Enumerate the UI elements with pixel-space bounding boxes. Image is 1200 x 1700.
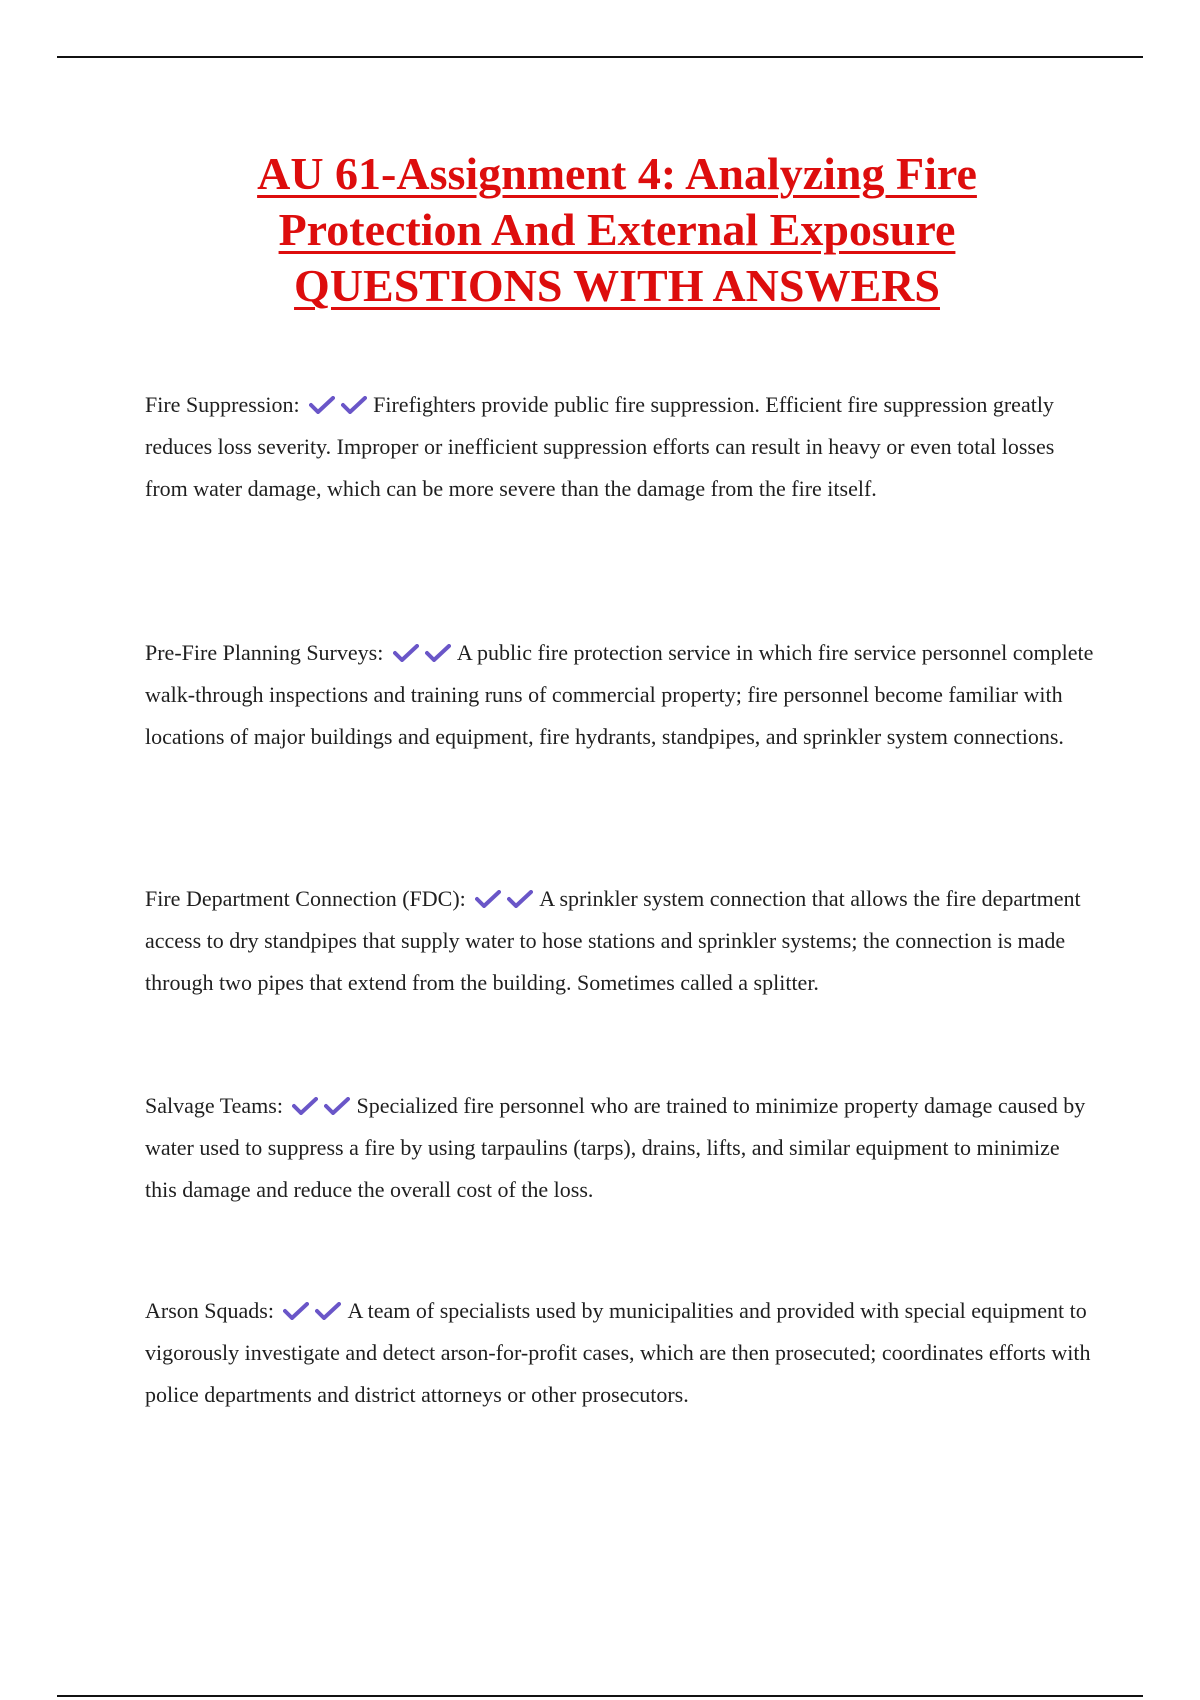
- check-icon: [324, 1097, 350, 1115]
- qa-entry: [145, 1290, 1095, 1416]
- entry-definition: A public fire protection service in which fire service personnel complete walk-through inspections and training runs of commercial property; fire personnel become familiar with locations of major buildings and equipment, fire hydrants, standpipes, and sprinkler system connections.: [145, 640, 1094, 749]
- check-icon: [475, 890, 501, 908]
- check-marks: [283, 1290, 347, 1332]
- check-marks: [309, 384, 373, 426]
- entry-definition: Specialized fire personnel who are trained to minimize property damage caused by water used to suppress a fire by using tarpaulins (tarps), drains, lifts, and similar equipment to minimize this damage and reduce the overall cost of the loss.: [145, 1093, 1086, 1202]
- check-icon: [292, 1097, 318, 1115]
- entry-term: Fire Department Connection (FDC):: [145, 886, 466, 911]
- entry-term: Arson Squads:: [145, 1298, 274, 1323]
- title-line: QUESTIONS WITH ANSWERS: [294, 260, 940, 311]
- qa-entry: [145, 384, 1095, 510]
- entry-term: Salvage Teams:: [145, 1093, 283, 1118]
- qa-entry: [145, 632, 1095, 758]
- top-rule: [57, 56, 1143, 58]
- entry-definition: Firefighters provide public fire suppression. Efficient fire suppression greatly reduces loss severity. Improper or inefficient suppression efforts can result in heavy or even total losses from water damage, which can be more severe than the damage from the fire itself.: [145, 392, 1055, 501]
- check-icon: [315, 1302, 341, 1320]
- qa-entry: [145, 1085, 1095, 1211]
- check-marks: [292, 1085, 356, 1127]
- check-marks: [393, 632, 457, 674]
- document-title: [0, 146, 1200, 314]
- check-icon: [507, 890, 533, 908]
- check-marks: [475, 878, 539, 920]
- entry-definition: A team of specialists used by municipalities and provided with special equipment to vigorously investigate and detect arson-for-profit cases, which are then prosecuted; coordinates efforts with police departments and district attorneys or other prosecutors.: [145, 1298, 1091, 1407]
- bottom-rule: [57, 1695, 1143, 1697]
- title-line: AU 61-Assignment 4: Analyzing Fire: [257, 148, 977, 199]
- check-icon: [425, 644, 451, 662]
- qa-entry: [145, 878, 1095, 1004]
- title-line: Protection And External Exposure: [278, 204, 956, 255]
- entry-term: Pre-Fire Planning Surveys:: [145, 640, 384, 665]
- entry-term: Fire Suppression:: [145, 392, 300, 417]
- check-icon: [283, 1302, 309, 1320]
- entry-definition: A sprinkler system connection that allows the fire department access to dry standpipes that supply water to hose stations and sprinkler systems; the connection is made through two pipes that extend from the building. Sometimes called a splitter.: [145, 886, 1081, 995]
- check-icon: [309, 396, 335, 414]
- check-icon: [393, 644, 419, 662]
- check-icon: [341, 396, 367, 414]
